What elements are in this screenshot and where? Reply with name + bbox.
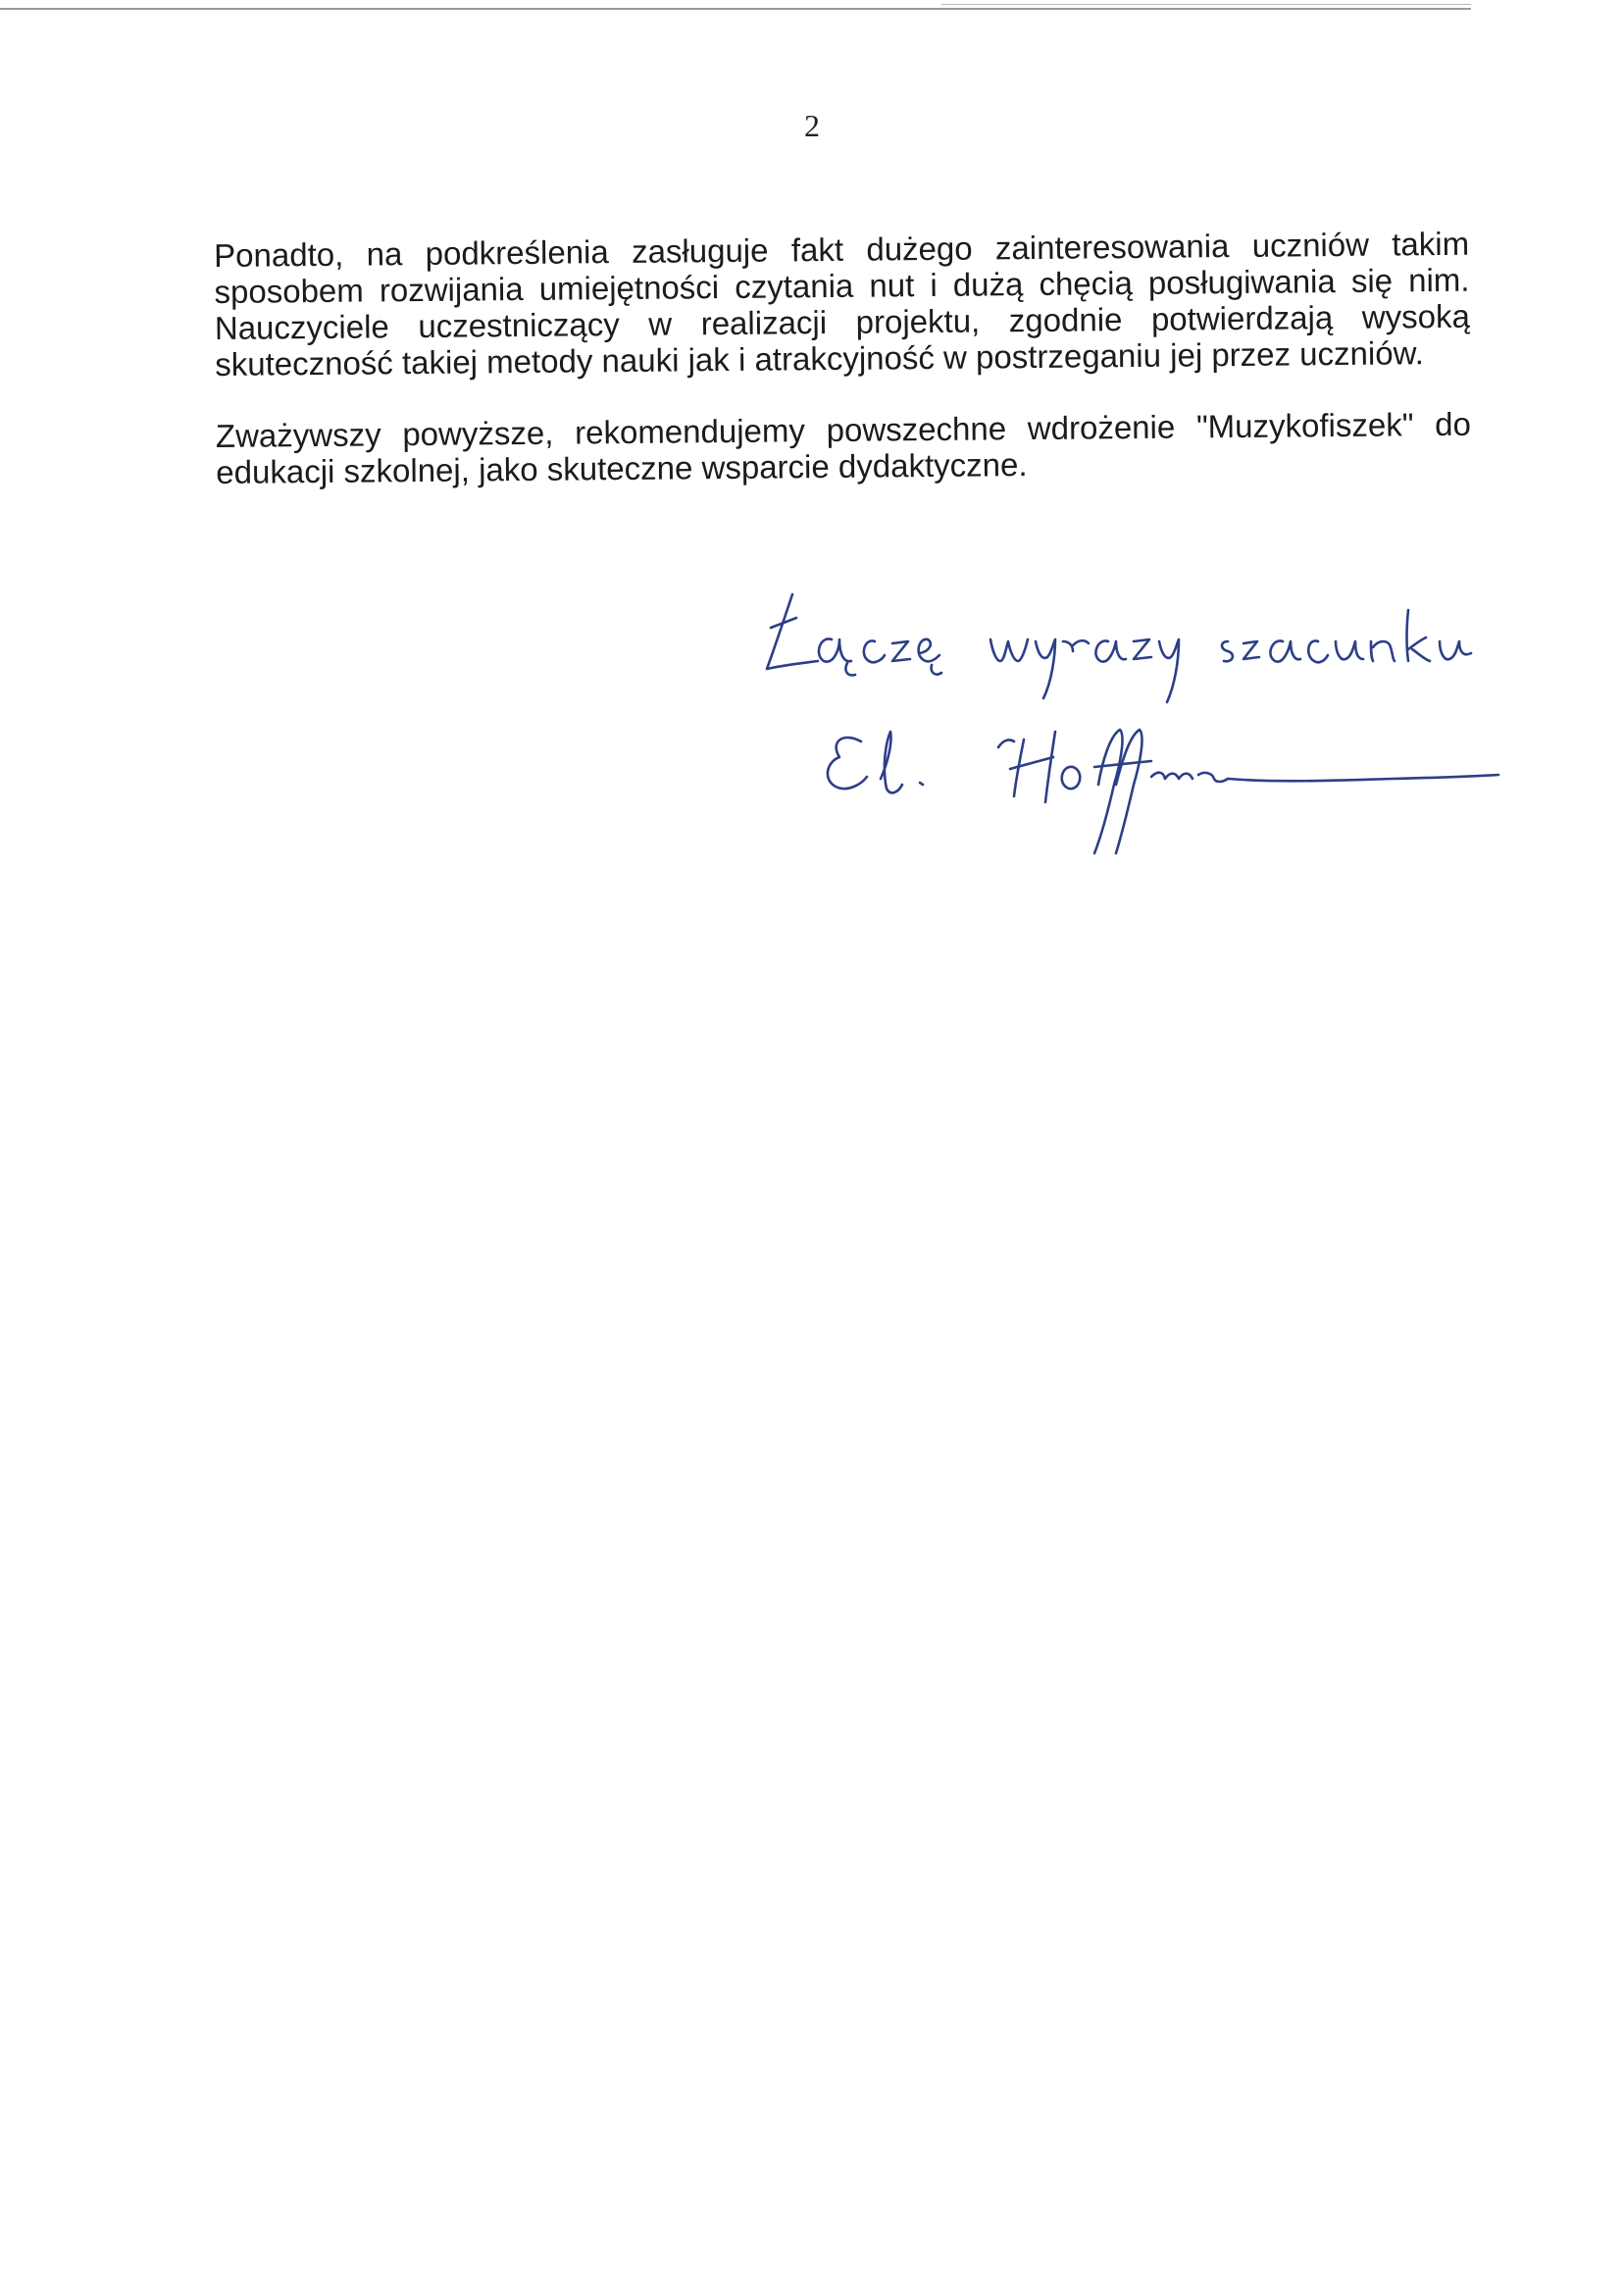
paragraph-2: Zważywszy powyższe, rekomendujemy powszechne wdrożenie "Muzykofiszek" do edukacji szkolnej, jako skuteczne wsparcie dydaktyczne. [215,405,1472,490]
signature-name [828,730,1498,853]
handwritten-signature [745,539,1530,892]
signature-closing [767,594,1471,702]
top-edge-line-secondary [941,4,1471,5]
letter-body [214,226,1471,490]
top-edge-line [0,8,1471,10]
paragraph-1: Ponadto, na podkreślenia zasługuje fakt dużego zainteresowania uczniów takim sposobem rozwijania umiejętności czytania nut i dużą chęcią posługiwania się nim. Nauczyciele uczestniczący w realizacji projektu, zgodnie potwierdzają wysoką skuteczność takiej metody nauki jak i atrakcyjność w postrzeganiu jej przez uczniów. [214,225,1471,382]
page-number: 2 [804,108,820,143]
